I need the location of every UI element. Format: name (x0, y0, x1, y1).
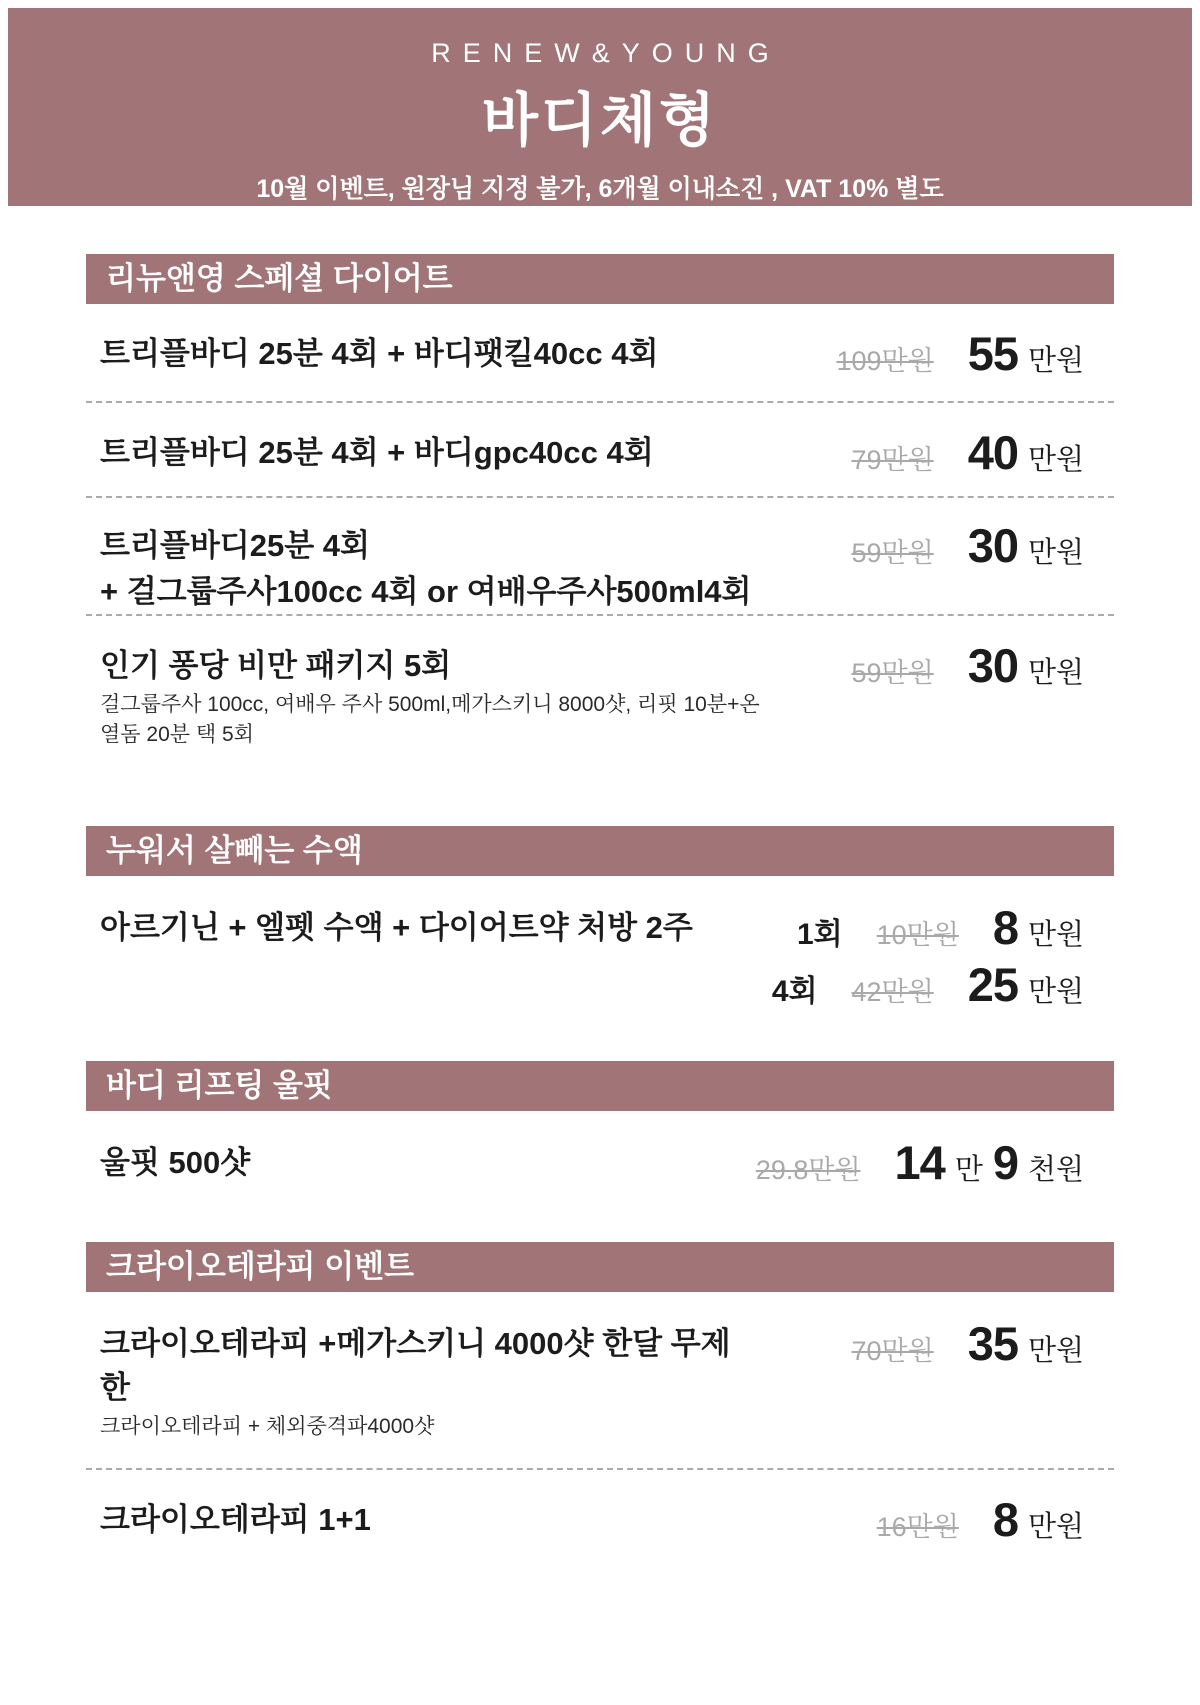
price-line (851, 426, 1084, 484)
header-banner (8, 8, 1192, 206)
price-line (851, 519, 1084, 577)
sale-price: 55 (967, 327, 1018, 380)
price-row (86, 876, 1114, 1016)
price-unit: 만원 (1027, 919, 1084, 951)
item-title: 인기 퐁당 비만 패키지 5회 (100, 648, 452, 683)
price-line (851, 639, 1084, 697)
session-count: 4회 (771, 975, 818, 1008)
sale-price: 9 (992, 1136, 1018, 1189)
price-line (771, 958, 1084, 1016)
sale-price: 30 (967, 639, 1018, 692)
price-line (796, 901, 1084, 959)
item-info (100, 1320, 760, 1442)
section-heading: 바디 리프팅 울핏 (106, 1068, 333, 1103)
item-info (100, 522, 752, 614)
price-block (755, 1136, 1084, 1194)
item-title: 크라이오테라피 +메가스키니 4000샷 한달 무제한 (100, 1326, 731, 1405)
section-iv-diet (86, 826, 1114, 1016)
event-conditions: 10월 이벤트, 원장님 지정 불가, 6개월 이내소진 , VAT 10% 별도 (256, 175, 944, 203)
item-title: 아르기닌 + 엘펫 수액 + 다이어트약 처방 2주 (100, 910, 693, 945)
item-title-line2: + 걸그룹주사100cc 4회 or 여배우주사500ml4회 (100, 574, 752, 609)
item-title: 트리플바디 25분 4회 + 바디gpc40cc 4회 (100, 435, 654, 470)
price-row (86, 1111, 1114, 1194)
sale-price: 40 (967, 426, 1018, 479)
price-list (86, 254, 1114, 1577)
price-block (771, 901, 1084, 1016)
price-row (86, 1470, 1114, 1577)
original-price: 29.8만원 (755, 1155, 861, 1185)
sale-price: 35 (967, 1317, 1018, 1370)
price-block (851, 426, 1084, 484)
price-line (851, 1317, 1084, 1375)
section-special-diet (86, 254, 1114, 776)
price-block (851, 1317, 1084, 1375)
section-heading: 누워서 살빼는 수액 (106, 833, 363, 868)
price-unit: 만원 (1027, 1335, 1084, 1367)
item-description: 크라이오테라피 + 체외중격파4000샷 (100, 1415, 435, 1438)
price-unit: 만 (954, 1154, 983, 1186)
original-price: 79만원 (851, 445, 934, 475)
sale-price: 25 (967, 958, 1018, 1011)
section-heading: 리뉴앤영 스페셜 다이어트 (106, 261, 453, 296)
price-unit: 만원 (1027, 1511, 1084, 1543)
section-heading-bar (86, 826, 1114, 876)
price-line (836, 327, 1084, 385)
sale-price: 30 (967, 519, 1018, 572)
item-info (100, 330, 658, 376)
price-poster (0, 8, 1200, 1705)
price-row (86, 403, 1114, 498)
price-row (86, 304, 1114, 403)
section-heading: 크라이오테라피 이벤트 (106, 1249, 415, 1284)
price-block (851, 639, 1084, 697)
price-unit: 만원 (1027, 976, 1084, 1008)
price-unit: 만원 (1027, 444, 1084, 476)
original-price: 109만원 (836, 346, 934, 376)
original-price: 42만원 (851, 977, 934, 1007)
original-price: 59만원 (851, 538, 934, 568)
price-unit: 만원 (1027, 537, 1084, 569)
price-block (851, 519, 1084, 577)
section-heading-bar (86, 1242, 1114, 1292)
sale-price: 8 (992, 901, 1018, 954)
item-info (100, 904, 693, 950)
item-info (100, 429, 654, 475)
price-row (86, 1292, 1114, 1470)
price-block (876, 1493, 1084, 1551)
price-line (755, 1136, 1084, 1194)
item-title: 울핏 500샷 (100, 1145, 251, 1180)
item-description: 걸그룹주사 100cc, 여배우 주사 500ml,메가스키니 8000샷, 리핏 10분+온열돔 20분 택 5회 (100, 693, 760, 746)
price-block (836, 327, 1084, 385)
original-price: 59만원 (851, 658, 934, 688)
price-unit: 만원 (1027, 657, 1084, 689)
original-price: 16만원 (876, 1512, 959, 1542)
section-heading-bar (86, 1061, 1114, 1111)
brand-name: RENEW&YOUNG (431, 38, 781, 68)
item-info (100, 642, 760, 750)
original-price: 70만원 (851, 1336, 934, 1366)
page-title: 바디체형 (481, 88, 719, 153)
price-row (86, 498, 1114, 616)
price-row (86, 616, 1114, 776)
section-heading-bar (86, 254, 1114, 304)
item-title: 크라이오테라피 1+1 (100, 1502, 371, 1537)
section-cryotherapy (86, 1242, 1114, 1577)
section-body-lifting (86, 1061, 1114, 1194)
item-info (100, 1139, 250, 1185)
sale-price: 8 (992, 1493, 1018, 1546)
original-price: 10만원 (876, 920, 959, 950)
session-count: 1회 (796, 918, 843, 951)
item-info (100, 1496, 371, 1542)
item-title: 트리플바디25분 4회 (100, 528, 370, 563)
item-title: 트리플바디 25분 4회 + 바디팻킬40cc 4회 (100, 336, 659, 371)
sale-price: 14 (894, 1136, 945, 1189)
price-line (876, 1493, 1084, 1551)
price-unit: 천원 (1027, 1154, 1084, 1186)
price-unit: 만원 (1027, 345, 1084, 377)
